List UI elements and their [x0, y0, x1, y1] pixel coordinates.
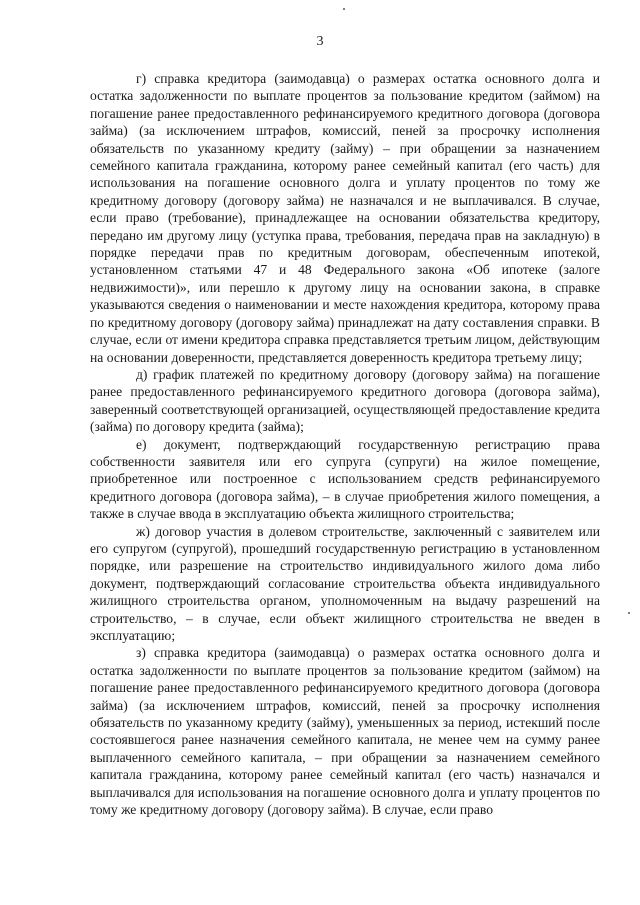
- paragraph-e: е) документ, подтверждающий государственную регистрацию права собственности заявителя или его супруга (супруги) на жилое помещение, приобретенное или построенное с использованием средств рефинансируемого кредитного договора (договора займа), – в случае приобретения жилого помещения, а также в случае ввода в эксплуатацию объекта жилищного строительства;: [90, 436, 600, 522]
- body-text: [90, 70, 600, 818]
- paragraph-d: д) график платежей по кредитному договору (договору займа) на погашение ранее предоставленного рефинансируемого кредитного договора (договора займа), заверенный соответствующей организацией, осуществляющей предоставление кредита (займа) по договору кредита (займа);: [90, 366, 600, 435]
- paragraph-g: г) справка кредитора (заимодавца) о размерах остатка основного долга и остатка задолженности по выплате процентов за пользование кредитом (займом) на погашение ранее предоставленного рефинансируемого кредитного договора (договора займа) (за исключением штрафов, комиссий, пеней за просрочку исполнения обязательств по указанному кредиту (займу) – при обращении за назначением семейного капитала гражданина, которому ранее семейный капитал (его часть) для использования на погашение основного долга и уплату процентов по тому же кредитному договору (договору займа) не назначался и не выплачивался. В случае, если право (требование), принадлежащее на основании обязательства кредитору, передано им другому лицу (уступка права, требования, передача прав на закладную) в порядке передачи прав по кредитным договорам, обеспеченным ипотекой, установленном статьями 47 и 48 Федерального закона «Об ипотеке (залоге недвижимости)», или перешло к другому лицу на основании закона, в справке указываются сведения о наименовании и месте нахождения кредитора, которому права по кредитному договору (договору займа) принадлежат на дату составления справки. В случае, если от имени кредитора справка представляется третьим лицом, действующим на основании доверенности, представляется доверенность кредитора третьему лицу;: [90, 71, 600, 365]
- scan-speck: [343, 8, 345, 10]
- scan-speck: [628, 612, 630, 614]
- paragraph-z: з) справка кредитора (заимодавца) о размерах остатка основного долга и остатка задолженности по выплате процентов за пользование кредитом (займом) на погашение ранее предоставленного рефинансируемого кредитного договора (договора займа) (за исключением штрафов, комиссий, пеней за просрочку исполнения обязательств по указанному кредиту (займу), уменьшенных за период, истекший после состоявшегося ранее назначения семейного капитала, не менее чем на сумму ранее выплаченного семейного капитала, – при обращении за назначением семейного капитала гражданина, которому ранее семейный капитал (его часть) назначался и выплачивался для использования на погашение основного долга и уплату процентов по тому же кредитному договору (договору займа). В случае, если право: [90, 645, 600, 818]
- page-number: 3: [316, 34, 324, 49]
- paragraph-zh: ж) договор участия в долевом строительстве, заключенный с заявителем или его супругом (супругой), прошедший государственную регистрацию в установленном порядке, или разрешение на строительство индивидуального жилого дома либо документ, подтверждающий согласование строительства объекта индивидуального жилищного строительства органом, уполномоченным на выдачу разрешений на строительство, – в случае, если объект жилищного строительства не введен в эксплуатацию;: [90, 523, 600, 643]
